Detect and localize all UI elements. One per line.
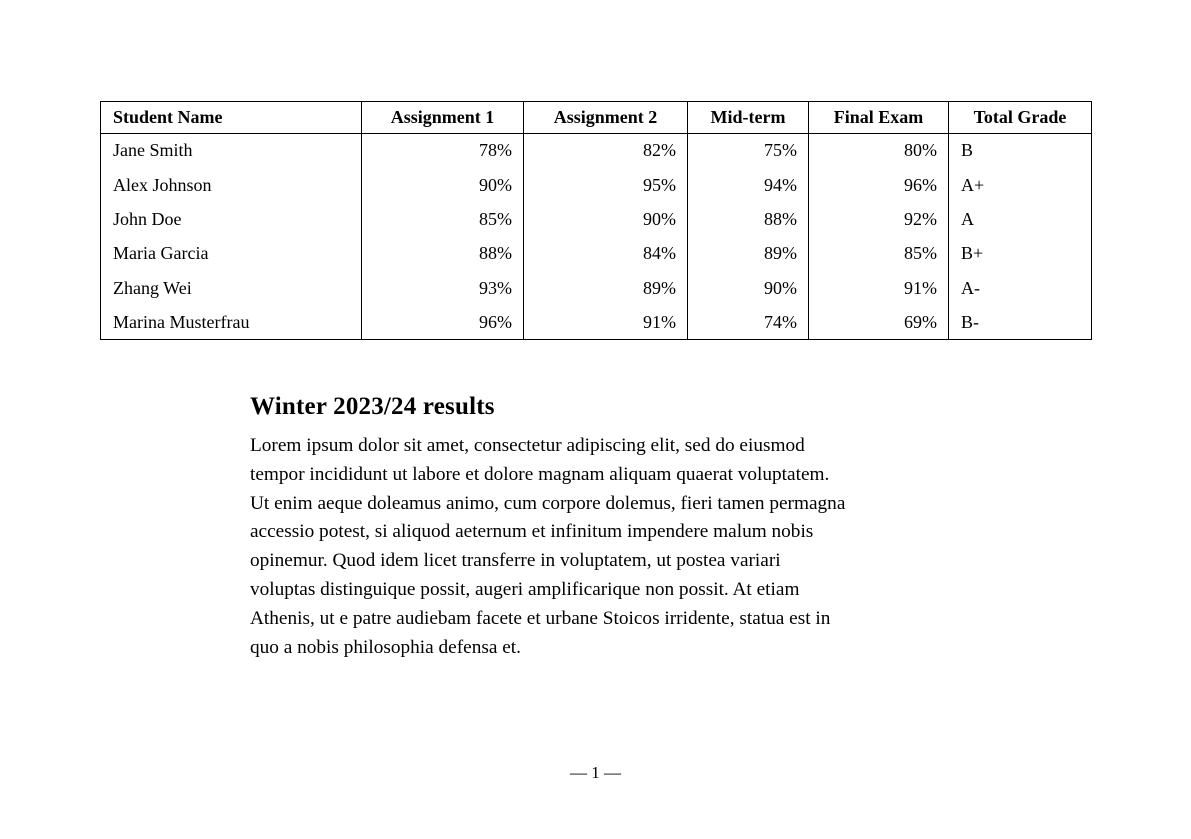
cell-assignment-2: 90%: [524, 202, 688, 236]
paragraph-line: Ut enim aeque doleamus animo, cum corpore dolemus, fieri tamen permagna: [250, 492, 846, 514]
column-header-final-exam: Final Exam: [809, 102, 949, 134]
cell-assignment-1: 88%: [362, 237, 524, 271]
paragraph-line: Lorem ipsum dolor sit amet, consectetur adipiscing elit, sed do eiusmod: [250, 435, 805, 456]
cell-student-name: Zhang Wei: [113, 277, 192, 298]
cell-final-exam: 85%: [809, 237, 949, 271]
cell-assignment-2: 95%: [524, 168, 688, 202]
cell-final-exam: 96%: [809, 168, 949, 202]
table-row: [101, 237, 1092, 271]
table-header-row: [101, 102, 1092, 134]
cell-total-grade: B-: [949, 305, 1092, 339]
cell-total-grade: A: [949, 202, 1092, 236]
cell-student-name: Maria Garcia: [113, 243, 209, 264]
cell-assignment-1: 78%: [362, 134, 524, 168]
table-row: [101, 271, 1092, 305]
cell-assignment-2: 91%: [524, 305, 688, 339]
cell-mid-term: 88%: [688, 202, 809, 236]
cell-student-name: John Doe: [113, 208, 182, 229]
cell-assignment-1: 85%: [362, 202, 524, 236]
column-header-assignment-2: Assignment 2: [524, 102, 688, 134]
paragraph-line: accessio potest, si aliquod aeternum et infinitum impendere malum nobis: [250, 521, 814, 543]
cell-total-grade: A-: [949, 271, 1092, 305]
results-section: [250, 392, 950, 662]
cell-assignment-2: 82%: [524, 134, 688, 168]
column-header-assignment-1: Assignment 1: [362, 102, 524, 134]
cell-total-grade: A+: [949, 168, 1092, 202]
cell-assignment-2: 84%: [524, 237, 688, 271]
cell-final-exam: 80%: [809, 134, 949, 168]
grades-table: [100, 101, 1092, 340]
body-paragraph: [250, 432, 950, 662]
section-heading: Winter 2023/24 results: [250, 393, 495, 420]
cell-mid-term: 89%: [688, 237, 809, 271]
cell-final-exam: 92%: [809, 202, 949, 236]
cell-mid-term: 75%: [688, 134, 809, 168]
cell-student-name: Alex Johnson: [113, 174, 212, 195]
cell-mid-term: 90%: [688, 271, 809, 305]
table-row: [101, 168, 1092, 202]
column-header-student-name: Student Name: [101, 102, 362, 134]
cell-assignment-1: 90%: [362, 168, 524, 202]
cell-student-name: Marina Musterfrau: [113, 311, 250, 332]
paragraph-line: opinemur. Quod idem licet transferre in voluptatem, ut postea variari: [250, 550, 781, 572]
column-header-mid-term: Mid-term: [688, 102, 809, 134]
table-row: [101, 305, 1092, 339]
paragraph-line: Athenis, ut e patre audiebam facete et urbane Stoicos irridente, statua est in: [250, 607, 831, 629]
cell-student-name: Jane Smith: [113, 140, 193, 161]
cell-final-exam: 91%: [809, 271, 949, 305]
cell-mid-term: 74%: [688, 305, 809, 339]
page-number: — 1 —: [570, 763, 621, 782]
cell-total-grade: B+: [949, 237, 1092, 271]
paragraph-line: tempor incididunt ut labore et dolore magnam aliquam quaerat voluptatem.: [250, 463, 830, 485]
cell-mid-term: 94%: [688, 168, 809, 202]
cell-assignment-1: 96%: [362, 305, 524, 339]
paragraph-line: voluptas distinguique possit, augeri amplificarique non possit. At etiam: [250, 578, 800, 600]
column-header-total-grade: Total Grade: [949, 102, 1092, 134]
cell-assignment-2: 89%: [524, 271, 688, 305]
cell-final-exam: 69%: [809, 305, 949, 339]
cell-assignment-1: 93%: [362, 271, 524, 305]
cell-total-grade: B: [949, 134, 1092, 168]
table-row: [101, 134, 1092, 168]
table-row: [101, 202, 1092, 236]
paragraph-line: quo a nobis philosophia defensa et.: [250, 636, 521, 658]
